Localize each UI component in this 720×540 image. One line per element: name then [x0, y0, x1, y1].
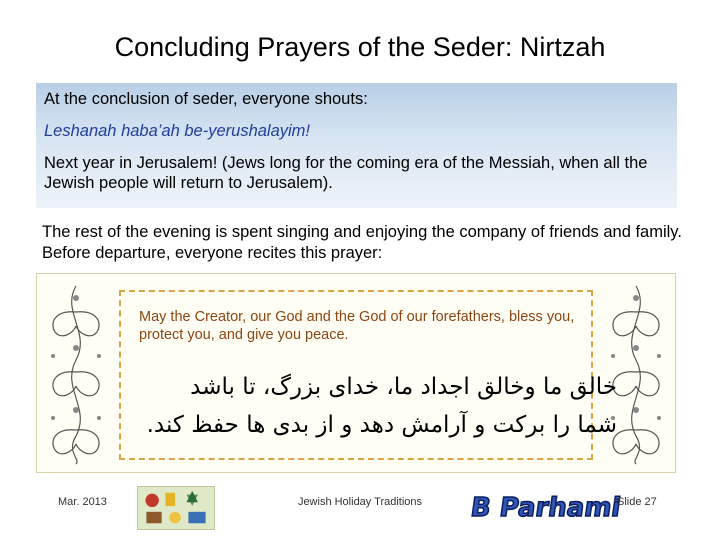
prayer-panel	[36, 273, 676, 473]
highlight-box	[36, 83, 677, 208]
box-line-intro: At the conclusion of seder, everyone shouts:	[44, 90, 368, 108]
slide-title: Concluding Prayers of the Seder: Nirtzah	[114, 32, 606, 62]
footer-date: Mar. 2013	[58, 496, 107, 508]
prayer-farsi	[97, 368, 617, 444]
holiday-symbols-image	[137, 486, 215, 530]
footer-title: Jewish Holiday Traditions	[297, 496, 423, 508]
box-line-hebrew: Leshanah haba’ah be-yerushalayim!	[44, 122, 311, 140]
prayer-farsi-line-2: شما را برکت و آرامش دهد و از بدی ها حفظ کند.	[146, 412, 617, 438]
body-paragraph: The rest of the evening is spent singing and enjoying the company of friends and family. Before departure, everyone recites this prayer:	[42, 223, 682, 262]
author-logo	[462, 486, 623, 530]
box-line-translation: Next year in Jerusalem! (Jews long for the coming era of the Messiah, when all the Jewish people will return to Jerusalem).	[44, 154, 648, 192]
logo-text: B Parhami	[468, 493, 623, 523]
slide-number: Slide 27	[617, 496, 657, 508]
prayer-english: May the Creator, our God and the God of our forefathers, bless you, protect you, and give you peace.	[139, 309, 575, 343]
prayer-farsi-line-1: خالق ما وخالق اجداد ما، خدای بزرگ، تا باشد	[190, 374, 617, 400]
